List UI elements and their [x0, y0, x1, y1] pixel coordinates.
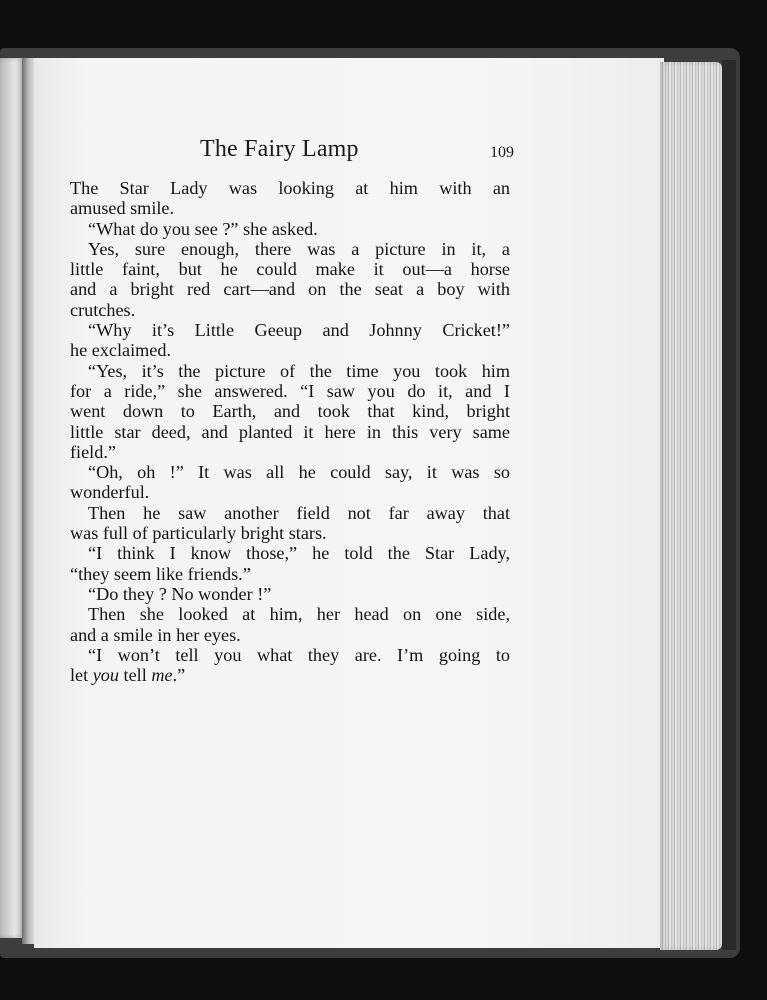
page-block-edge — [660, 62, 722, 950]
text-span: .” — [172, 665, 186, 686]
text-line: wonderful. — [70, 482, 150, 503]
text-line: and a bright red cart—and on the seat a boy with — [70, 279, 510, 300]
text-line: “I think I know those,” he told the Star Lady, — [88, 543, 510, 564]
page-number: 109 — [490, 144, 514, 161]
text-line: and a smile in her eyes. — [70, 624, 241, 645]
text-line: “I won’t tell you what they are. I’m going to — [88, 644, 510, 665]
text-line: was full of particularly bright stars. — [70, 523, 327, 544]
body-text — [70, 178, 510, 685]
text-line: little star deed, and planted it here in this very same — [70, 421, 510, 442]
text-line: “Yes, it’s the picture of the time you took him — [88, 360, 510, 381]
text-line: Then she looked at him, her head on one side, — [88, 604, 510, 625]
cover-edge — [722, 60, 736, 950]
text-line: “Do they ? No wonder !” — [88, 583, 272, 604]
text-line: Then he saw another field not far away that — [88, 502, 510, 523]
text-line: for a ride,” she answered. “I saw you do it, and I — [70, 380, 510, 401]
page-header — [70, 134, 514, 170]
text-line: field.” — [70, 441, 116, 462]
text-span: let — [70, 665, 93, 686]
emphasis-me: me — [151, 665, 173, 686]
emphasis-you: you — [92, 665, 119, 686]
text-line: amused smile. — [70, 198, 175, 219]
text-line: he exclaimed. — [70, 340, 171, 361]
text-line: Yes, sure enough, there was a picture in it, a — [88, 238, 510, 259]
text-line: “they seem like friends.” — [70, 563, 251, 584]
left-facing-page — [0, 58, 24, 938]
text-line: “Why it’s Little Geeup and Johnny Cricket!” — [88, 320, 510, 341]
text-line: went down to Earth, and took that kind, bright — [70, 401, 510, 422]
text-line: “Oh, oh !” It was all he could say, it was so — [88, 462, 510, 483]
text-line: The Star Lady was looking at him with an — [70, 178, 510, 198]
running-title: The Fairy Lamp — [200, 136, 359, 162]
text-line-last — [70, 665, 510, 685]
text-line: little faint, but he could make it out—a horse — [70, 259, 510, 280]
text-line: “What do you see ?” she asked. — [88, 218, 318, 239]
text-line: crutches. — [70, 299, 136, 320]
text-span: tell — [119, 665, 152, 686]
